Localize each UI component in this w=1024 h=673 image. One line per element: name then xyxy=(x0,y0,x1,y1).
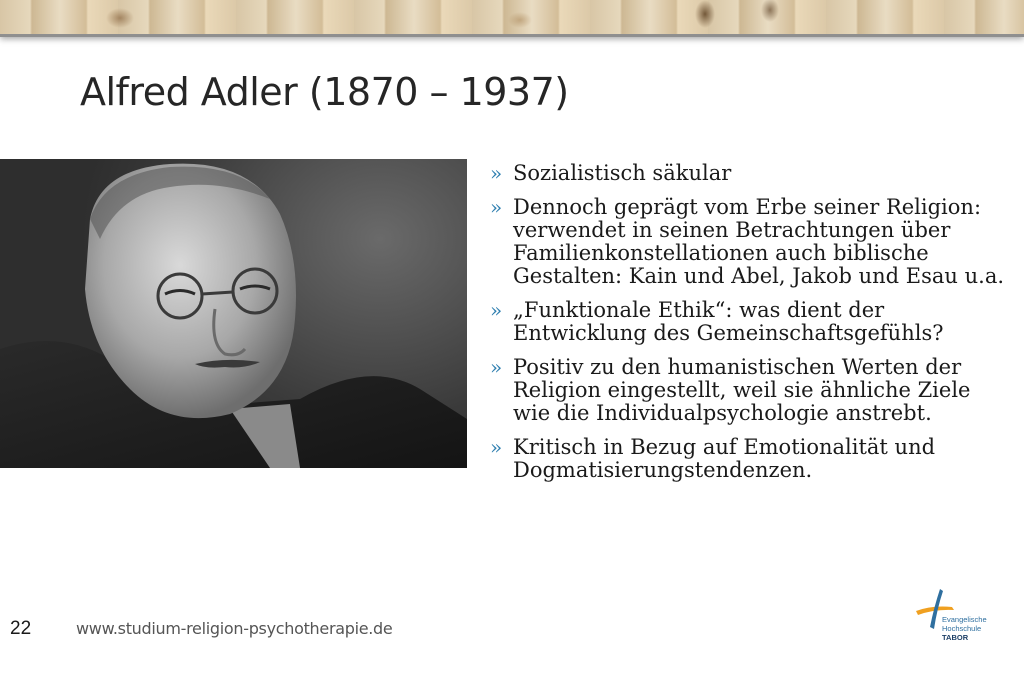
bullet-marker: » xyxy=(490,355,503,379)
page-number: 22 xyxy=(10,618,32,639)
top-banner-image xyxy=(0,0,1024,37)
logo-line-3: TABOR xyxy=(942,633,969,642)
institution-logo xyxy=(912,583,1002,643)
bullet-marker: » xyxy=(490,195,503,219)
bullet-item xyxy=(490,436,1010,482)
logo-line-2: Hochschule xyxy=(942,624,982,633)
slide-title: Alfred Adler (1870 – 1937) xyxy=(80,70,569,114)
bullet-item xyxy=(490,196,1010,288)
bullet-text: Positiv zu den humanistischen Werten der Religion eingestellt, weil sie ähnliche Ziele wie die Individualpsychologie anstrebt. xyxy=(513,355,971,425)
bullet-text: Kritisch in Bezug auf Emotionalität und Dogmatisierungstendenzen. xyxy=(513,435,936,482)
bullet-text: „Funktionale Ethik“: was dient der Entwicklung des Gemeinschaftsgefühls? xyxy=(513,298,944,345)
logo-text xyxy=(942,615,987,642)
bullet-marker: » xyxy=(490,435,503,459)
logo-line-1: Evangelische xyxy=(942,615,987,624)
footer-url: www.studium-religion-psychotherapie.de xyxy=(76,619,393,638)
bullet-text: Dennoch geprägt vom Erbe seiner Religion: verwendet in seinen Betrachtungen über Familienkonstellationen auch biblische Gestalten: Kain und Abel, Jakob und Esau u.a. xyxy=(513,195,1005,288)
bullet-item xyxy=(490,162,1010,185)
bullet-marker: » xyxy=(490,161,503,185)
bullet-marker: » xyxy=(490,298,503,322)
bullet-item xyxy=(490,356,1010,425)
bullet-text: Sozialistisch säkular xyxy=(513,161,732,185)
portrait-photo xyxy=(0,159,467,468)
bullet-list xyxy=(490,162,1010,493)
bullet-item xyxy=(490,299,1010,345)
